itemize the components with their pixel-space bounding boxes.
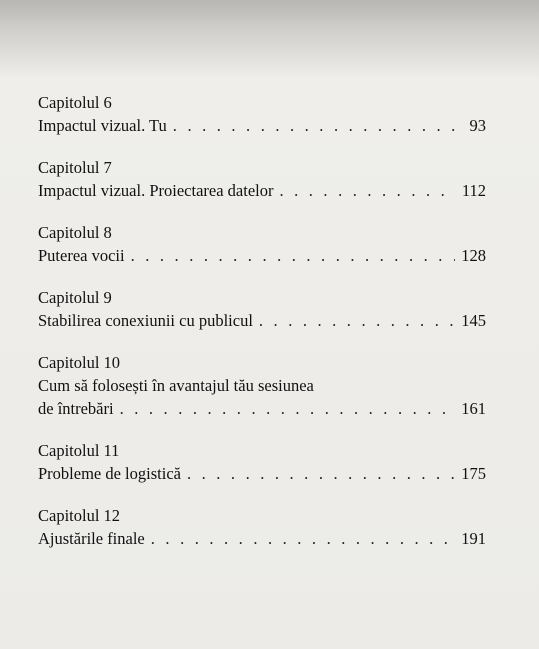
chapter-label: Capitolul 10 [38,353,121,372]
page-number: 128 [461,246,486,265]
toc-entry-chapter-10 [38,351,486,420]
chapter-title: Impactul vizual. Tu [38,116,167,135]
page-number: 175 [461,464,486,483]
toc-entry-chapter-9 [38,286,486,332]
chapter-label: Capitolul 8 [38,223,112,242]
leader-dots [131,244,456,267]
chapter-label: Capitolul 11 [38,441,120,460]
leader-dots [151,527,455,550]
toc-row [38,527,486,550]
toc-entry-chapter-7 [38,156,486,202]
toc-row [38,462,486,485]
leader-dots [187,462,455,485]
leader-dots [259,309,455,332]
toc-entry-chapter-11 [38,439,486,485]
leader-dots [120,397,456,420]
toc-row [38,114,486,137]
chapter-label: Capitolul 6 [38,93,112,112]
chapter-label: Capitolul 12 [38,506,121,525]
toc-entry-chapter-8 [38,221,486,267]
page-number: 161 [461,399,486,418]
chapter-title: Stabilirea conexiunii cu publicul [38,311,253,330]
toc-entry-chapter-12 [38,504,486,550]
toc-entry-chapter-6 [38,91,486,137]
toc-row [38,244,486,267]
chapter-title: Ajustările finale [38,529,145,548]
page-number: 112 [461,181,486,200]
leader-dots [279,179,455,202]
chapter-title: Probleme de logistică [38,464,181,483]
chapter-label: Capitolul 9 [38,288,112,307]
chapter-title: de întrebări [38,399,114,418]
page-number: 93 [469,116,486,135]
page-number: 145 [461,311,486,330]
chapter-label: Capitolul 7 [38,158,112,177]
page-number: 191 [461,529,486,548]
toc-row [38,309,486,332]
toc-row [38,179,486,202]
show-through-shadow [0,0,539,80]
chapter-title-line: Cum să folosești în avantajul tău sesiunea [38,376,314,395]
chapter-title: Impactul vizual. Proiectarea datelor [38,181,274,200]
chapter-title: Puterea vocii [38,246,125,265]
leader-dots [173,114,464,137]
toc-row [38,397,486,420]
table-of-contents [38,91,486,569]
